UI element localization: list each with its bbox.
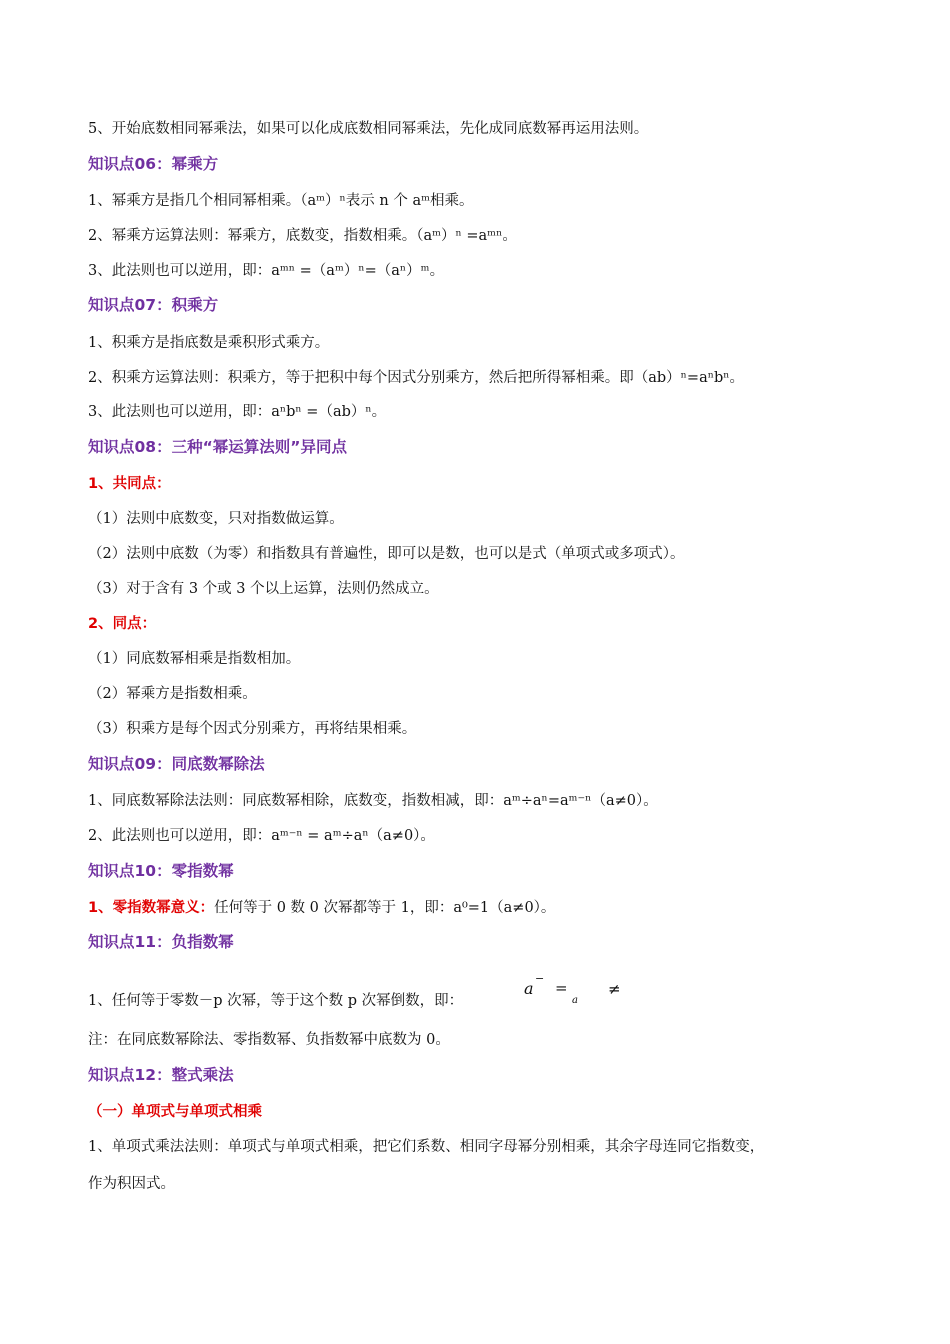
zero-exponent-text: 任何等于 0 数 0 次幂都等于 1，即：a⁰=1（a≠0）。 bbox=[214, 900, 556, 916]
text-line: （1）法则中底数变，只对指数做运算。 bbox=[88, 511, 344, 527]
text-line-note: 注：在同底数幂除法、零指数幂、负指数幂中底数为 0。 bbox=[88, 1032, 450, 1048]
section-heading-06: 知识点06：幂乘方 bbox=[88, 155, 219, 173]
text-line: 1、同底数幂除法法则：同底数幂相除，底数变，指数相减，即：aᵐ÷aⁿ=aᵐ⁻ⁿ（a≠0）。 bbox=[88, 793, 658, 809]
text-line: 1、积乘方是指底数是乘积形式乘方。 bbox=[88, 335, 330, 351]
text-line: 2、积乘方运算法则：积乘方，等于把积中每个因式分别乘方，然后把所得幂相乘。即（ab）ⁿ=aⁿbⁿ。 bbox=[88, 370, 745, 386]
text-line: 1、任何等于零数－p 次幂，等于这个数 p 次幂倒数，即： bbox=[88, 993, 464, 1009]
section-heading-07: 知识点07：积乘方 bbox=[88, 296, 219, 314]
section-heading-10: 知识点10：零指数幂 bbox=[88, 862, 234, 880]
text-line: 2、幂乘方运算法则：幂乘方，底数变，指数相乘。（aᵐ）ⁿ =aᵐⁿ。 bbox=[88, 228, 517, 244]
section-heading-12: 知识点12：整式乘法 bbox=[88, 1066, 234, 1084]
text-line: 作为积因式。 bbox=[88, 1176, 175, 1192]
formula-neq: ≠ bbox=[608, 980, 621, 998]
zero-exponent-label: 1、零指数幂意义： bbox=[88, 900, 215, 916]
text-line: （2）幂乘方是指数相乘。 bbox=[88, 686, 257, 702]
formula-eq: = bbox=[555, 979, 568, 997]
formula-base: a bbox=[524, 979, 534, 998]
text-line: （2）法则中底数（为零）和指数具有普遍性，即可以是数，也可以是式（单项式或多项式）。 bbox=[88, 546, 685, 562]
text-line bbox=[88, 898, 555, 918]
subheading-difference: 2、同点： bbox=[88, 616, 157, 632]
section-heading-08: 知识点08：三种“幂运算法则”异同点 bbox=[88, 438, 347, 456]
subheading-common: 1、共同点： bbox=[88, 476, 171, 492]
formula-denom: a bbox=[572, 995, 578, 1006]
section-heading-11: 知识点11：负指数幂 bbox=[88, 933, 234, 951]
text-line: 2、此法则也可以逆用，即：aᵐ⁻ⁿ = aᵐ÷aⁿ（a≠0）。 bbox=[88, 828, 435, 844]
text-line: 1、幂乘方是指几个相同幂相乘。（aᵐ）ⁿ表示 n 个 aᵐ相乘。 bbox=[88, 193, 474, 209]
text-line: 5、开始底数相同幂乘法，如果可以化成底数相同幂乘法，先化成同底数幂再运用法则。 bbox=[88, 121, 649, 137]
text-line: （3）对于含有 3 个或 3 个以上运算，法则仍然成立。 bbox=[88, 581, 439, 597]
text-line: 3、此法则也可以逆用，即：aᵐⁿ =（aᵐ）ⁿ=（aⁿ）ᵐ。 bbox=[88, 263, 445, 279]
subheading-monomial: （一）单项式与单项式相乘 bbox=[88, 1104, 262, 1120]
text-line: （3）积乘方是每个因式分别乘方，再将结果相乘。 bbox=[88, 721, 417, 737]
text-line: （1）同底数幂相乘是指数相加。 bbox=[88, 651, 301, 667]
formula-sup: − bbox=[535, 972, 545, 985]
text-line: 1、单项式乘法法则：单项式与单项式相乘，把它们系数、相同字母幂分别相乘，其余字母连同它指数变， bbox=[88, 1139, 765, 1155]
text-line: 3、此法则也可以逆用，即：aⁿbⁿ =（ab）ⁿ。 bbox=[88, 404, 387, 420]
section-heading-09: 知识点09：同底数幂除法 bbox=[88, 755, 265, 773]
